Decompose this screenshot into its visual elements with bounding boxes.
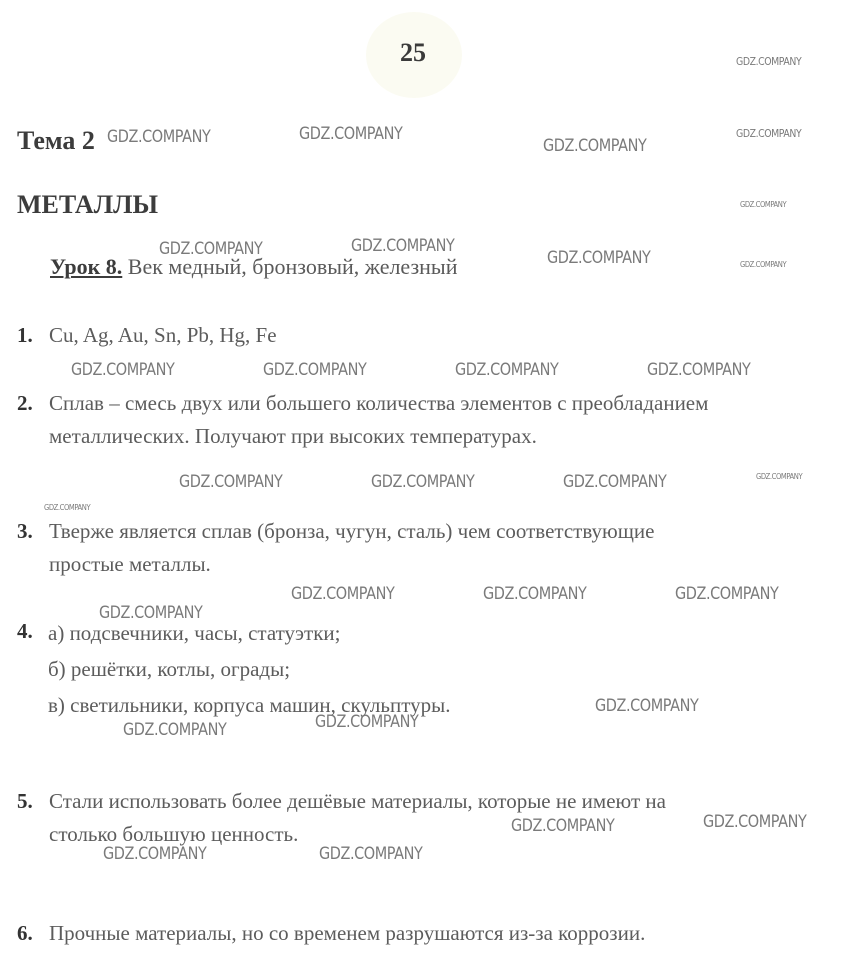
answer-number-1: 1. <box>17 323 33 347</box>
watermark: GDZ.COMPANY <box>179 472 283 492</box>
answer-4-line-3: в) светильники, корпуса машин, скульптуры. <box>48 693 451 717</box>
lesson-title: Век медный, бронзовый, железный <box>122 254 458 279</box>
answer-number-5: 5. <box>17 789 33 813</box>
watermark: GDZ.COMPANY <box>756 472 803 481</box>
answer-3-line-2: простые металлы. <box>49 552 211 576</box>
watermark: GDZ.COMPANY <box>371 472 475 492</box>
watermark: GDZ.COMPANY <box>703 812 807 832</box>
answer-6 <box>49 917 645 950</box>
answer-4-line-2: б) решётки, котлы, ограды; <box>48 657 291 681</box>
answer-6-line-1: Прочные материалы, но со временем разрушаются из-за коррозии. <box>49 921 646 945</box>
watermark: GDZ.COMPANY <box>511 816 615 836</box>
watermark: GDZ.COMPANY <box>107 127 211 147</box>
answer-2-line-1: Сплав – смесь двух или большего количества элементов с преобладанием <box>49 391 709 415</box>
watermark: GDZ.COMPANY <box>483 584 587 604</box>
watermark: GDZ.COMPANY <box>99 603 203 623</box>
watermark: GDZ.COMPANY <box>543 136 647 156</box>
answer-2 <box>49 387 708 453</box>
watermark: GDZ.COMPANY <box>315 712 419 732</box>
watermark: GDZ.COMPANY <box>563 472 667 492</box>
watermark: GDZ.COMPANY <box>547 248 651 268</box>
watermark: GDZ.COMPANY <box>736 127 802 140</box>
answer-5-line-2: столько большую ценность. <box>49 822 299 846</box>
answer-3-line-1: Тверже является сплав (бронза, чугун, сталь) чем соответствующие <box>49 519 655 543</box>
watermark: GDZ.COMPANY <box>740 200 787 209</box>
answer-1 <box>49 319 277 352</box>
watermark: GDZ.COMPANY <box>647 360 751 380</box>
watermark: GDZ.COMPANY <box>291 584 395 604</box>
answer-4-line-1: а) подсвечники, часы, статуэтки; <box>48 621 341 645</box>
answer-number-4: 4. <box>17 619 33 643</box>
watermark: GDZ.COMPANY <box>351 236 455 256</box>
watermark: GDZ.COMPANY <box>455 360 559 380</box>
watermark: GDZ.COMPANY <box>44 503 91 512</box>
watermark: GDZ.COMPANY <box>740 260 787 269</box>
watermark: GDZ.COMPANY <box>736 55 802 68</box>
watermark: GDZ.COMPANY <box>263 360 367 380</box>
watermark: GDZ.COMPANY <box>675 584 779 604</box>
watermark: GDZ.COMPANY <box>595 696 699 716</box>
answer-5-line-1: Стали использовать более дешёвые материалы, которые не имеют на <box>49 789 666 813</box>
page-number: 25 <box>400 38 426 67</box>
watermark: GDZ.COMPANY <box>159 239 263 259</box>
watermark: GDZ.COMPANY <box>103 844 207 864</box>
watermark: GDZ.COMPANY <box>299 124 403 144</box>
page-title: МЕТАЛЛЫ <box>17 190 158 219</box>
answer-2-line-2: металлических. Получают при высоких температурах. <box>49 424 537 448</box>
watermark: GDZ.COMPANY <box>123 720 227 740</box>
lesson-label: Урок 8. <box>50 254 123 279</box>
answer-3 <box>49 515 654 581</box>
answer-4 <box>48 615 450 723</box>
answer-number-3: 3. <box>17 519 33 543</box>
answer-1-line-1: Cu, Ag, Au, Sn, Pb, Hg, Fe <box>49 323 277 347</box>
answer-number-2: 2. <box>17 391 33 415</box>
watermark: GDZ.COMPANY <box>319 844 423 864</box>
topic-heading: Тема 2 <box>17 126 95 155</box>
answer-number-6: 6. <box>17 921 33 945</box>
watermark: GDZ.COMPANY <box>71 360 175 380</box>
